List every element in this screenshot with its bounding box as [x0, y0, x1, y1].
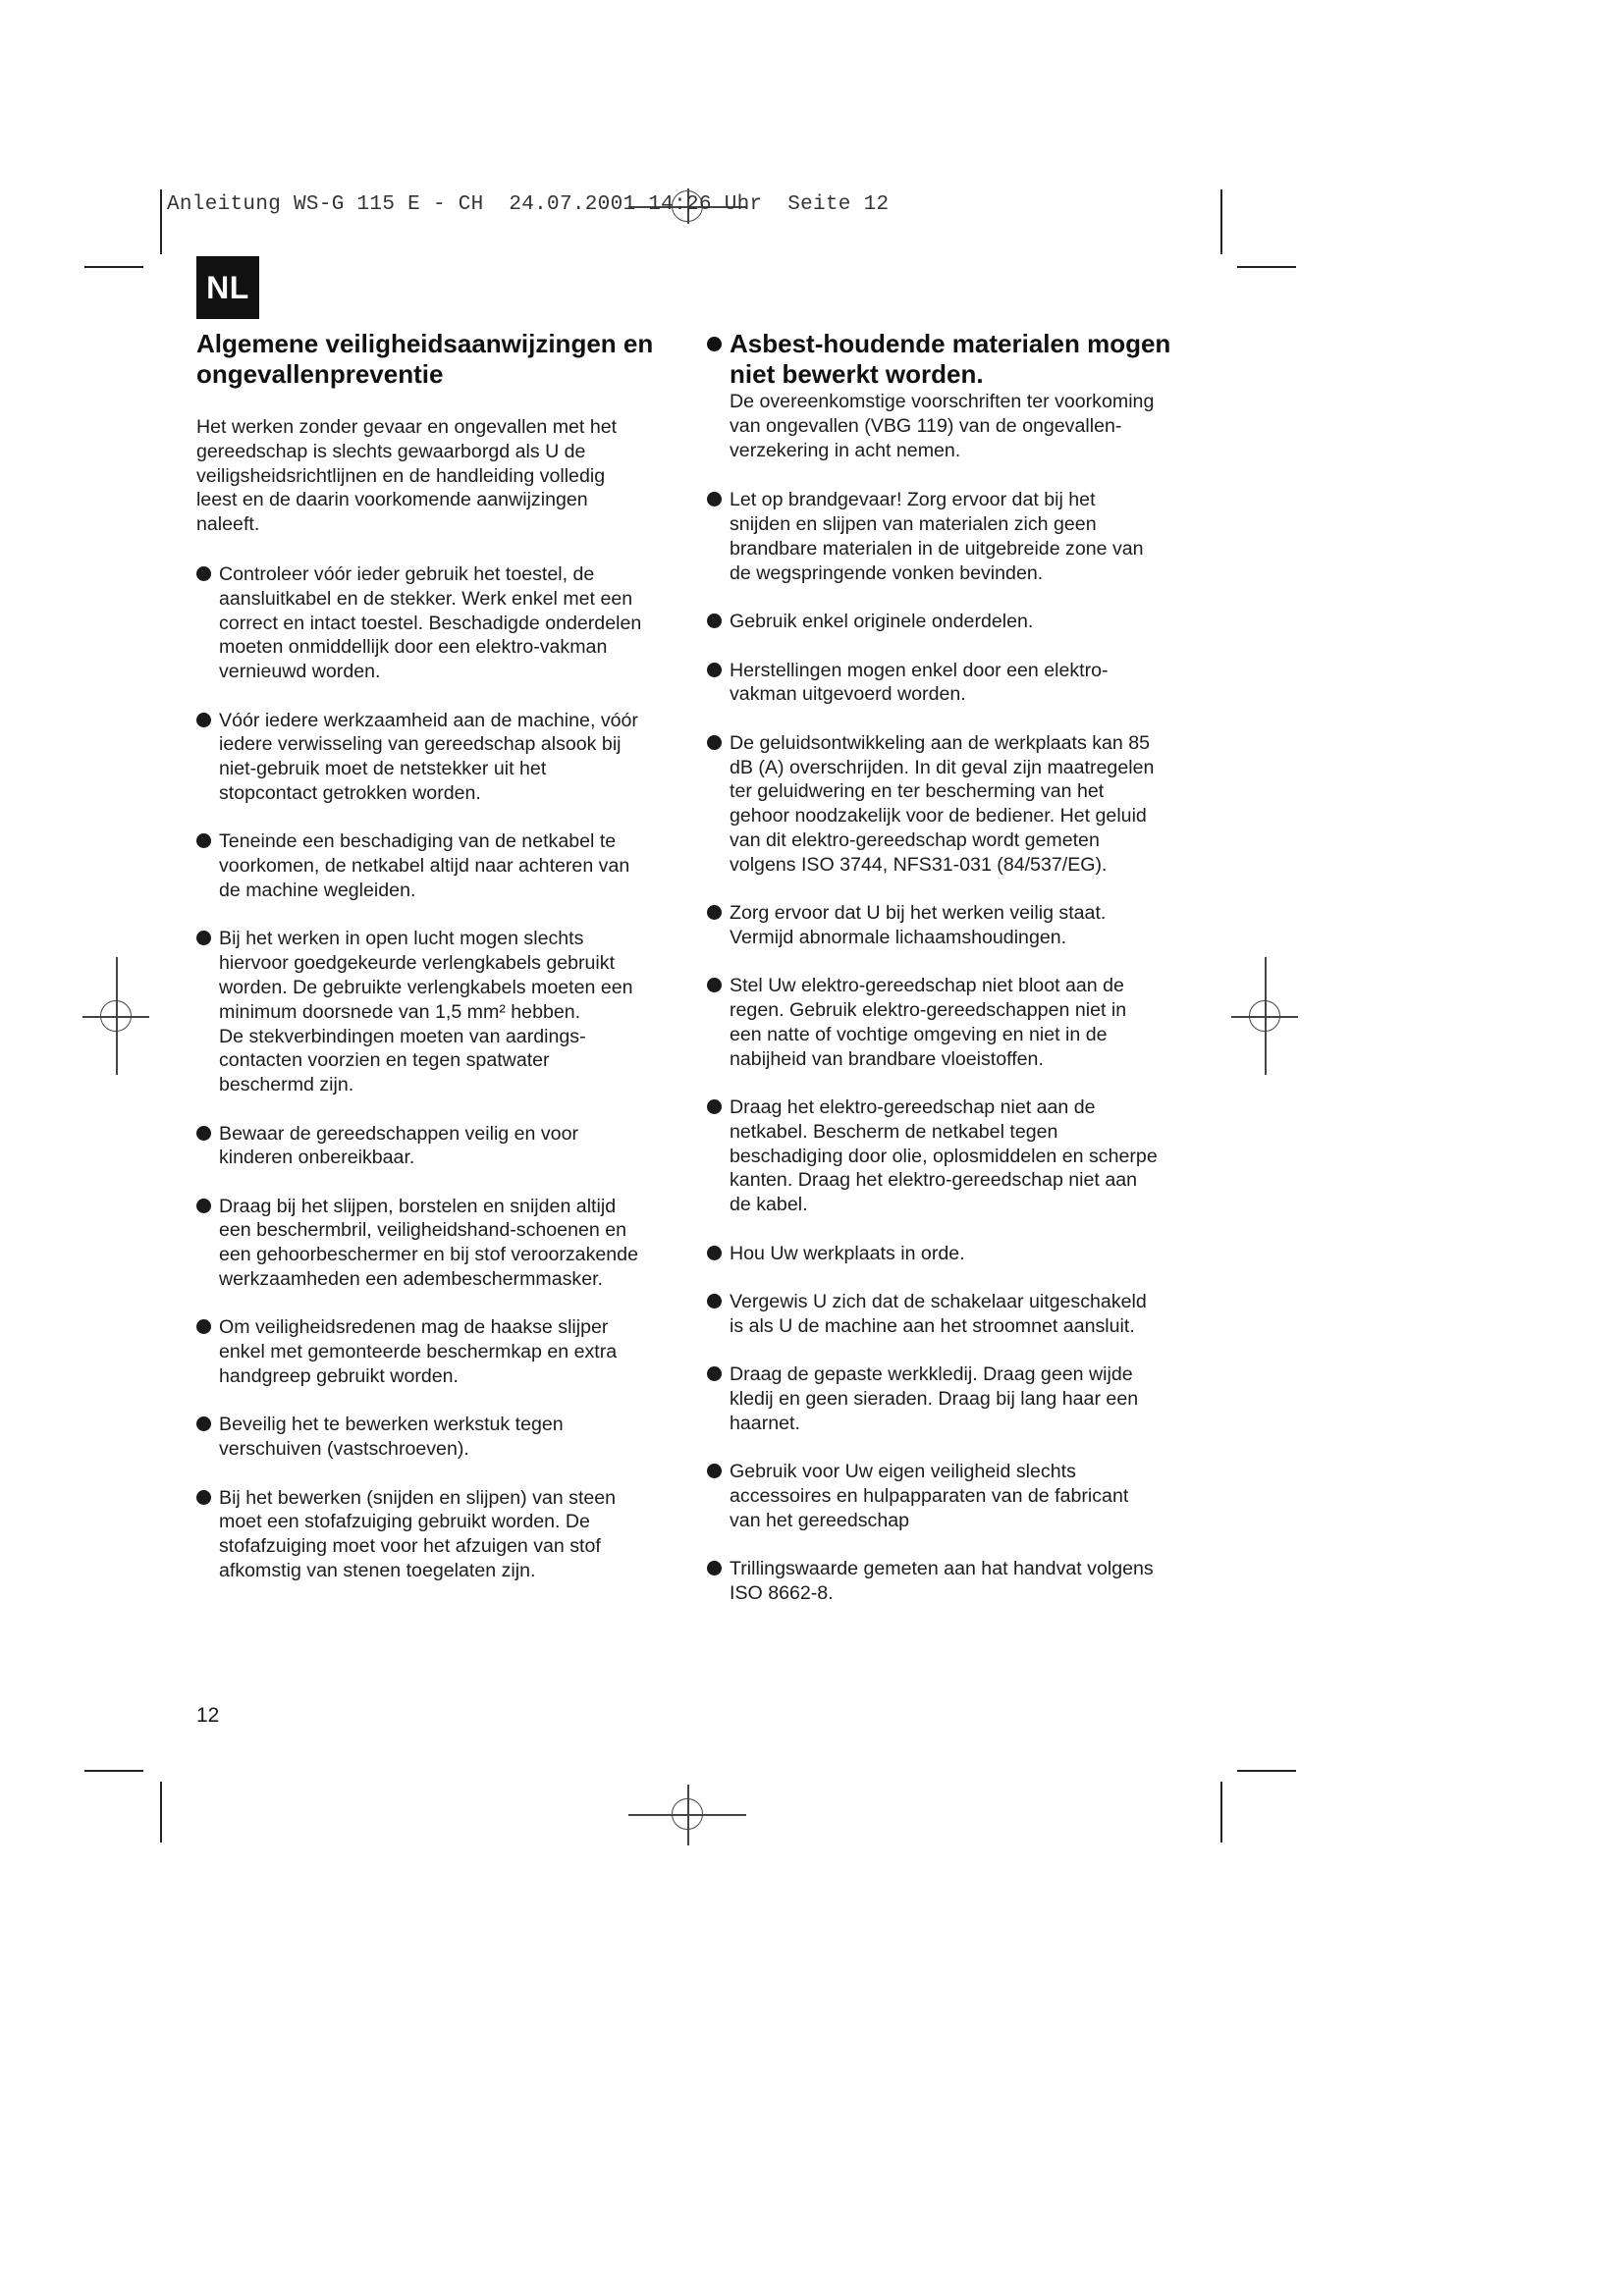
list-item: Teneinde een beschadiging van de netkabel te voorkomen, de netkabel altijd naar achteren van de machine wegleiden.: [196, 829, 677, 902]
left-heading: Algemene veiligheidsaanwijzingen en ongevallenpreventie: [196, 329, 654, 389]
bullet-icon: [707, 905, 722, 920]
right-intro: De overeenkomstige voorschriften ter voorkoming van ongevallen (VBG 119) van de ongevallen- verzekering in acht nemen.: [730, 391, 1155, 461]
crop-mark-top-left-vertical: [160, 189, 162, 254]
bullet-icon: [196, 1490, 211, 1505]
list-item: Trillingswaarde gemeten aan hat handvat volgens ISO 8662-8.: [707, 1557, 1188, 1606]
list-item: Gebruik voor Uw eigen veiligheid slechts accessoires en hulpapparaten van de fabricant van het gereedschap: [707, 1460, 1188, 1532]
print-header: Anleitung WS-G 115 E - CH 24.07.2001 14:26 Uhr Seite 12: [167, 193, 890, 216]
bullet-icon: [196, 931, 211, 945]
bullet-icon: [196, 1126, 211, 1141]
list-item: Bij het bewerken (snijden en slijpen) van steen moet een stofafzuiging gebruikt worden. De stofafzuiging moet voor het afzuigen van stof afkomstig van stenen toegelaten zijn.: [196, 1486, 677, 1583]
crop-mark-bottom-right-vertical: [1220, 1782, 1222, 1842]
list-item: Beveilig het te bewerken werkstuk tegen verschuiven (vastschroeven).: [196, 1413, 677, 1462]
list-item: Om veiligheidsredenen mag de haakse slijper enkel met gemonteerde beschermkap en extra handgreep gebruikt worden.: [196, 1315, 677, 1388]
list-item: Vergewis U zich dat de schakelaar uitgeschakeld is als U de machine aan het stroomnet aansluit.: [707, 1290, 1188, 1339]
list-item: De geluidsontwikkeling aan de werkplaats kan 85 dB (A) overschrijden. In dit geval zijn maatregelen ter geluidwering en ter bescherming van het gehoor noodzakelijk voor de bediener. Het geluid van dit elektro-gereedschap wordt gemeten volgens ISO 3744, NFS31-031 (84/537/EG).: [707, 731, 1188, 878]
page-number: 12: [196, 1704, 220, 1727]
list-item: Controleer vóór ieder gebruik het toestel, de aansluitkabel en de stekker. Werk enkel met een correct en intact toestel. Beschadigde onderdelen moeten onmiddellijk door een elektro-vakman vernieuwd worden.: [196, 562, 677, 684]
bullet-icon: [196, 1319, 211, 1334]
right-column: [707, 329, 1188, 1629]
list-item: Hou Uw werkplaats in orde.: [707, 1242, 1188, 1266]
list-item: Zorg ervoor dat U bij het werken veilig staat. Vermijd abnormale lichaamshoudingen.: [707, 901, 1188, 950]
bullet-icon: [196, 1199, 211, 1213]
crop-mark-top-right-vertical: [1220, 189, 1222, 254]
bullet-icon: [707, 1099, 722, 1114]
left-intro: Het werken zonder gevaar en ongevallen met het gereedschap is slechts gewaarborgd als U de veiligsheidsrichtlijnen en de handleiding volledig leest en de daarin voorkomende aanwijzingen naleeft.: [196, 416, 618, 536]
crop-mark-bottom-right-horizontal: [1237, 1770, 1296, 1772]
bullet-icon: [707, 1561, 722, 1575]
crop-mark-bottom-left-horizontal: [84, 1770, 143, 1772]
list-item: Gebruik enkel originele onderdelen.: [707, 610, 1188, 634]
list-item: Bewaar de gereedschappen veilig en voor kinderen onbereikbaar.: [196, 1122, 677, 1171]
right-heading: Asbest-houdende materialen mogen niet bewerkt worden.: [707, 329, 1188, 390]
bullet-icon: [196, 566, 211, 581]
bullet-icon: [707, 663, 722, 677]
left-column: [196, 329, 677, 1607]
bullet-icon: [707, 735, 722, 750]
list-item: Draag bij het slijpen, borstelen en snijden altijd een beschermbril, veiligheidshand-schoenen en een gehoorbeschermer en bij stof veroorzakende werkzaamheden een adembeschermmasker.: [196, 1195, 677, 1292]
bullet-icon: [196, 833, 211, 848]
list-item: Stel Uw elektro-gereedschap niet bloot aan de regen. Gebruik elektro-gereedschappen niet in een natte of vochtige omgeving en niet in de nabijheid van brandbare vloeistoffen.: [707, 974, 1188, 1071]
bullet-icon: [707, 337, 722, 351]
bullet-icon: [707, 614, 722, 628]
list-item: Herstellingen mogen enkel door een elektro- vakman uitgevoerd worden.: [707, 659, 1188, 708]
list-item: Bij het werken in open lucht mogen slechts hiervoor goedgekeurde verlengkabels gebruikt worden. De gebruikte verlengkabels moeten een minimum doorsnede van 1,5 mm² hebben. De stekverbindingen moeten van aardings- contacten voorzien en tegen spatwater beschermd zijn.: [196, 927, 677, 1097]
bullet-icon: [707, 1366, 722, 1381]
bullet-icon: [707, 978, 722, 992]
bullet-icon: [196, 1416, 211, 1431]
bullet-icon: [196, 713, 211, 727]
bullet-icon: [707, 492, 722, 507]
list-item: Draag de gepaste werkkledij. Draag geen wijde kledij en geen sieraden. Draag bij lang haar een haarnet.: [707, 1362, 1188, 1435]
bullet-icon: [707, 1294, 722, 1308]
crop-mark-top-left-horizontal: [84, 266, 143, 268]
bullet-icon: [707, 1246, 722, 1260]
list-item: Let op brandgevaar! Zorg ervoor dat bij het snijden en slijpen van materialen zich geen brandbare materialen in de uitgebreide zone van de wegspringende vonken bevinden.: [707, 488, 1188, 585]
crop-mark-bottom-left-vertical: [160, 1782, 162, 1842]
language-badge: NL: [196, 256, 259, 319]
list-item: Draag het elektro-gereedschap niet aan de netkabel. Bescherm de netkabel tegen beschadiging door olie, oplosmiddelen en scherpe kanten. Draag het elektro-gereedschap niet aan de kabel.: [707, 1095, 1188, 1217]
list-item: Vóór iedere werkzaamheid aan de machine, vóór iedere verwisseling van gereedschap alsook bij niet-gebruik moet de netstekker uit het stopcontact getrokken worden.: [196, 709, 677, 806]
bullet-icon: [707, 1464, 722, 1478]
crop-mark-top-right-horizontal: [1237, 266, 1296, 268]
